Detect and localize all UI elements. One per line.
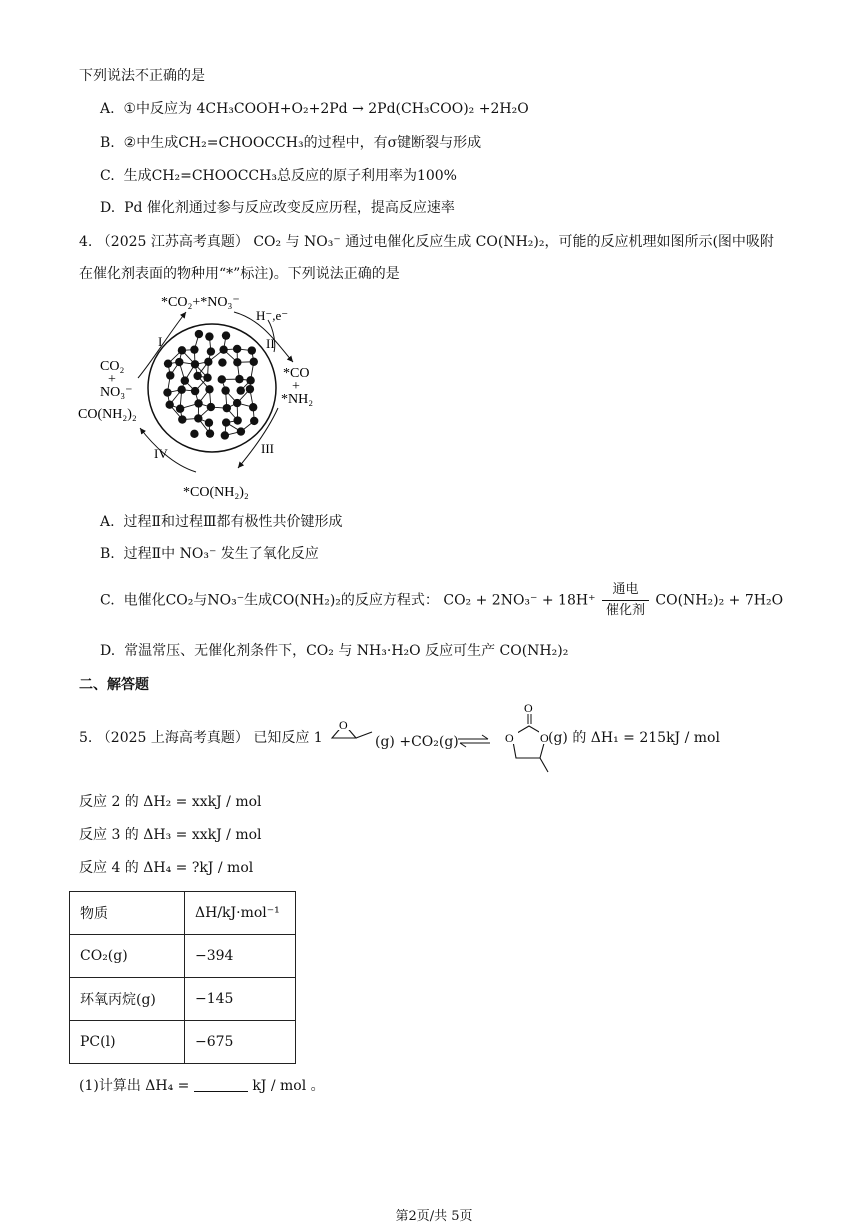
catalyst-atom (191, 360, 199, 368)
catalyst-atom (164, 359, 172, 367)
carbonyl-oxygen: O (524, 701, 533, 715)
catalyst-atom (237, 427, 245, 435)
catalyst-atom (206, 429, 214, 437)
epoxide-oxygen: O (339, 718, 348, 732)
q4-option-a (100, 512, 343, 532)
q5-reaction1-middle: (g) +CO₂(g) (375, 734, 459, 750)
page-footer: 第2页/共 5页 (395, 1209, 473, 1224)
catalyst-atom (246, 385, 254, 393)
catalyst-atom (250, 417, 258, 425)
q4-option-d (100, 641, 568, 661)
q3-option-c-text: 生成CH₂=CHOOCCH₃总反应的原子利用率为100% (123, 168, 457, 184)
catalyst-atom (178, 346, 186, 354)
catalyst-atom (205, 419, 213, 427)
table-header-cell: ΔH/kJ·mol⁻¹ (185, 892, 296, 935)
catalyst-atom (207, 403, 215, 411)
q5-reaction4: 反应 4 的 ΔH₄ = ?kJ / mol (79, 860, 254, 876)
label-step-IV: IV (154, 446, 168, 461)
catalyst-atom (233, 416, 241, 424)
option-letter: A. (100, 514, 115, 530)
catalyst-atom (222, 331, 230, 339)
table-cell: −145 (185, 978, 296, 1021)
q4-option-b (100, 544, 319, 564)
catalyst-atom (207, 347, 215, 355)
q5-subquestion-1 (79, 1076, 325, 1096)
q4-option-c-text: 电催化CO₂与NO₃⁻生成CO(NH₂)₂的反应方程式： (123, 592, 439, 609)
catalyst-atom (233, 358, 241, 366)
q5-intro: 5. （2025 上海高考真题） 已知反应 1 (79, 730, 323, 746)
catalyst-atom (194, 414, 202, 422)
table-header-row (70, 892, 296, 935)
label-adsorbed-co: *CO (283, 366, 310, 381)
catalyst-atom (203, 374, 211, 382)
option-letter: D. (100, 200, 116, 216)
label-step-III: III (261, 441, 274, 456)
q3-option-b (100, 133, 481, 153)
option-letter: B. (100, 135, 115, 151)
label-co2: CO₂ (100, 359, 125, 374)
label-adsorbed-urea: *CO(NH₂)₂ (183, 485, 249, 500)
q3-option-a-text: ①中反应为 4CH₃COOH+O₂+2Pd → 2Pd(CH₃COO)₂ +2H₂O (123, 101, 529, 117)
condition-catalyst: 催化剂 (605, 603, 645, 618)
q5-reaction3: 反应 3 的 ΔH₃ = xxkJ / mol (79, 827, 262, 843)
catalyst-atom (218, 375, 226, 383)
subquestion-prompt: (1)计算出 ΔH₄ = (79, 1078, 190, 1094)
q5-reaction2: 反应 2 的 ΔH₂ = xxkJ / mol (79, 794, 262, 810)
catalyst-atom (223, 404, 231, 412)
option-letter: C. (100, 168, 115, 184)
catalyst-atom (166, 371, 174, 379)
table-row (70, 935, 296, 978)
enthalpy-table (69, 891, 296, 1064)
q4-stem-line2: 在催化剂表面的物种用“*”标注)。下列说法正确的是 (79, 266, 400, 282)
q4-option-a-text: 过程Ⅱ和过程Ⅲ都有极性共价键形成 (123, 514, 343, 530)
equilibrium-arrow (456, 734, 492, 748)
q3-stem: 下列说法不正确的是 (79, 68, 205, 84)
label-h-electron: H⁻,e⁻ (256, 308, 289, 323)
catalyst-atom (165, 401, 173, 409)
q4-option-b-text: 过程Ⅱ中 NO₃⁻ 发生了氧化反应 (123, 546, 319, 562)
catalyst-atom (181, 376, 189, 384)
catalyst-atom (248, 346, 256, 354)
table-row (70, 978, 296, 1021)
catalyst-atom (176, 405, 184, 413)
option-letter: C. (100, 592, 115, 609)
catalyst-atom (250, 358, 258, 366)
option-letter: A. (100, 101, 115, 117)
table-cell: −675 (185, 1021, 296, 1064)
equation-left: CO₂ + 2NO₃⁻ + 18H⁺ (443, 592, 596, 609)
table-cell: CO₂(g) (70, 935, 185, 978)
catalyst-atom (219, 346, 227, 354)
answer-blank[interactable] (194, 1077, 248, 1092)
mechanism-figure (78, 290, 348, 505)
catalyst-atom (190, 430, 198, 438)
catalyst-atom (191, 387, 199, 395)
option-letter: B. (100, 546, 115, 562)
catalyst-atom (204, 358, 212, 366)
catalyst-atom (178, 415, 186, 423)
condition-electrolysis: 通电 (602, 580, 649, 601)
catalyst-atom (218, 358, 226, 366)
q4-option-d-text: 常温常压、无催化剂条件下，CO₂ 与 NH₃·H₂O 反应可生产 CO(NH₂)₂ (124, 643, 569, 659)
catalyst-atom (190, 345, 198, 353)
table-cell: 环氧丙烷(g) (70, 978, 185, 1021)
catalyst-atom (233, 399, 241, 407)
label-step-I: I (158, 334, 163, 349)
label-adsorbed-nh2: *NH₂ (281, 392, 314, 407)
epoxypropane-structure (328, 716, 376, 746)
catalyst-atom (177, 386, 185, 394)
catalyst-atom (237, 386, 245, 394)
arrow-step-III (238, 408, 278, 468)
catalyst-atom (205, 332, 213, 340)
catalyst-atom (194, 399, 202, 407)
q3-option-c (100, 166, 457, 186)
label-adsorbed-reactants: *CO₂+*NO₃⁻ (161, 295, 240, 310)
table-header-cell: 物质 (70, 892, 185, 935)
catalyst-atom (175, 358, 183, 366)
subquestion-unit: kJ / mol 。 (252, 1078, 325, 1094)
catalyst-atom (222, 418, 230, 426)
ring-oxygen-left: O (505, 731, 514, 745)
catalyst-atom (221, 386, 229, 394)
catalyst-atom (193, 372, 201, 380)
catalyst-atom (221, 431, 229, 439)
option-letter: D. (100, 643, 116, 659)
table-cell: −394 (185, 935, 296, 978)
table-cell: PC(l) (70, 1021, 185, 1064)
label-plus-left: + (108, 372, 116, 387)
label-step-II: II (266, 336, 275, 351)
ring-oxygen-right: O (540, 731, 549, 745)
q4-option-c (100, 580, 783, 621)
label-plus-right: + (292, 379, 300, 394)
catalyst-atom (205, 385, 213, 393)
catalyst-atom (195, 330, 203, 338)
table-row (70, 1021, 296, 1064)
catalyst-atom (235, 375, 243, 383)
catalyst-atom (246, 376, 254, 384)
label-no3: NO₃⁻ (100, 385, 133, 400)
catalyst-atom (233, 345, 241, 353)
q3-option-d-text: Pd 催化剂通过参与反应改变反应历程，提高反应速率 (124, 200, 455, 216)
q3-option-d (100, 198, 455, 218)
section-title: 二、解答题 (79, 677, 149, 693)
label-urea-product: CO(NH₂)₂ (78, 407, 137, 422)
propylene-carbonate-structure (496, 700, 556, 780)
catalyst-atom (163, 388, 171, 396)
q3-option-a (100, 99, 529, 119)
q5-reaction1-enthalpy: (g) 的 ΔH₁ = 215kJ / mol (548, 730, 720, 746)
reaction-condition (602, 580, 649, 621)
q3-option-b-text: ②中生成CH₂=CHOOCCH₃的过程中，有σ键断裂与形成 (123, 135, 482, 151)
q4-stem-line1: 4. （2025 江苏高考真题） CO₂ 与 NO₃⁻ 通过电催化反应生成 CO(NH₂)₂，可能的反应机理如图所示(图中吸附 (79, 234, 774, 250)
equation-right: CO(NH₂)₂ + 7H₂O (655, 592, 784, 609)
catalyst-atom (249, 403, 257, 411)
